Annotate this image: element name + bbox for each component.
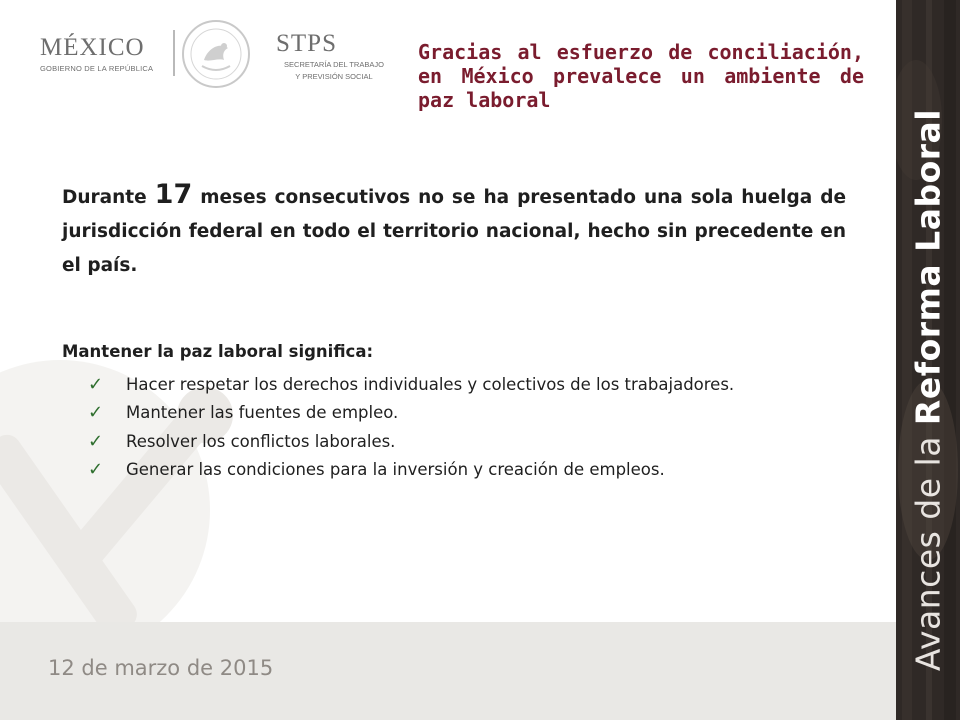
mexico-logo-word: MÉXICO xyxy=(40,34,145,61)
list-heading: Mantener la paz laboral significa: xyxy=(62,342,374,361)
list-item-text: Generar las condiciones para la inversión y creación de empleos. xyxy=(126,460,665,480)
national-seal-icon xyxy=(180,18,252,90)
side-title xyxy=(909,109,948,671)
checkmark-icon: ✓ xyxy=(88,373,104,395)
list-item xyxy=(88,370,734,399)
checkmark-icon: ✓ xyxy=(88,459,104,481)
list-item-text: Mantener las fuentes de empleo. xyxy=(126,403,399,423)
checkmark-icon: ✓ xyxy=(88,402,104,424)
list-item-text: Resolver los conflictos laborales. xyxy=(126,431,396,451)
stps-logo-subtitle-1: SECRETARÍA DEL TRABAJO xyxy=(284,60,384,69)
footer-date: 12 de marzo de 2015 xyxy=(48,656,274,680)
intro-rest: meses consecutivos no se ha presentado una sola huelga de jurisdicción federal en todo el territorio nacional, hecho sin precedente en el país. xyxy=(62,187,846,276)
list-item xyxy=(88,456,734,485)
headline: Gracias al esfuerzo de conciliación, en México prevalece un ambiente de paz laboral xyxy=(418,40,864,112)
bullet-list xyxy=(88,370,734,484)
stps-logo-word: STPS xyxy=(276,30,337,57)
logo-divider xyxy=(173,30,175,76)
side-title-thin: Avances de la xyxy=(908,425,948,672)
checkmark-icon: ✓ xyxy=(88,430,104,452)
list-item xyxy=(88,427,734,456)
stps-logo-subtitle-2: Y PREVISIÓN SOCIAL xyxy=(295,72,373,81)
intro-paragraph xyxy=(62,178,846,283)
mexico-logo-subtitle: GOBIERNO DE LA REPÚBLICA xyxy=(40,64,154,73)
stps-logo xyxy=(276,30,392,82)
list-item-text: Hacer respetar los derechos individuales y colectivos de los trabajadores. xyxy=(126,374,735,394)
side-title-bold: Reforma Laboral xyxy=(908,108,948,426)
intro-prefix: Durante xyxy=(62,187,155,208)
intro-number: 17 xyxy=(154,179,193,210)
list-item xyxy=(88,399,734,428)
mexico-logo xyxy=(40,34,158,73)
